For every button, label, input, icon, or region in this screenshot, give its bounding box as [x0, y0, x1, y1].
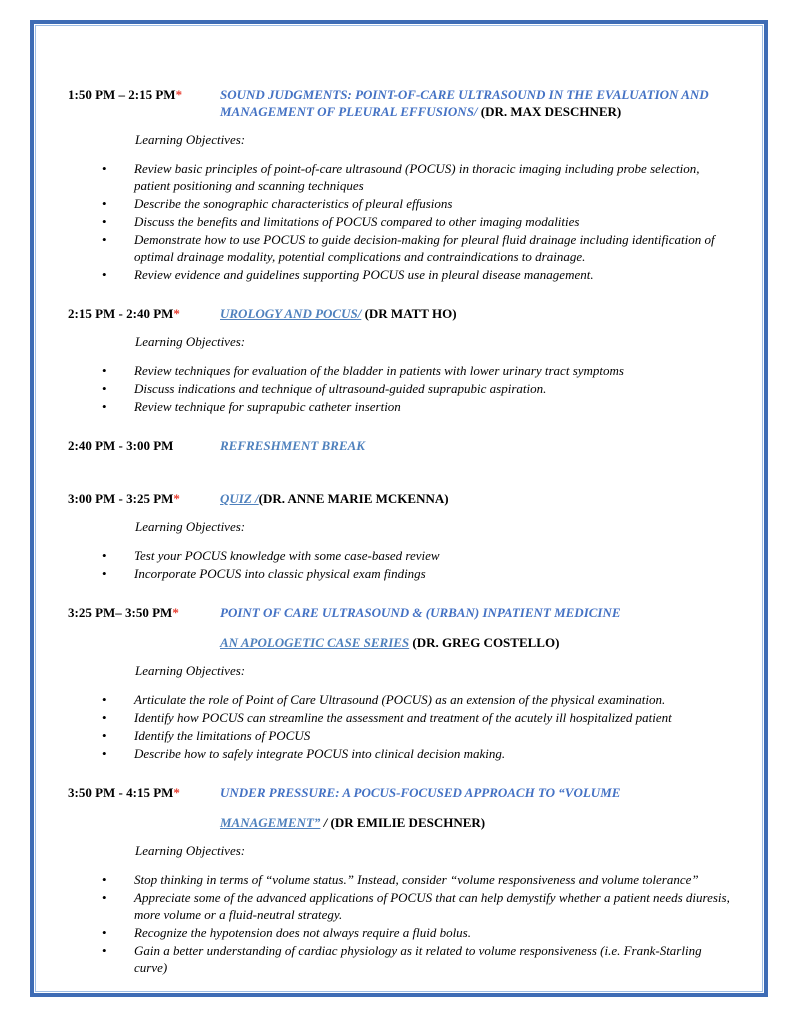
objective-item: • Test your POCUS knowledge with some case-based review [134, 547, 732, 564]
session-title-line2 [220, 634, 732, 651]
objective-item: • Review basic principles of point-of-care ultrasound (POCUS) in thoracic imaging including probe selection, patient positioning and scanning techniques [134, 160, 732, 194]
time-range: 3:25 PM– 3:50 PM [68, 605, 173, 620]
session-title [220, 604, 732, 651]
session-header [68, 784, 732, 831]
learning-objectives-label: Learning Objectives: [135, 663, 246, 678]
time-range: 3:00 PM - 3:25 PM [68, 491, 174, 506]
agenda-content [36, 26, 762, 976]
session-title [220, 86, 732, 120]
learning-objectives-label: Learning Objectives: [135, 843, 246, 858]
objective-item: • Describe how to safely integrate POCUS into clinical decision making. [134, 745, 732, 762]
objective-item: • Appreciate some of the advanced applications of POCUS that can help demystify whether a patient needs diuresis, more volume or a fluid-neutral strategy. [134, 889, 732, 923]
time-range: 3:50 PM - 4:15 PM [68, 785, 174, 800]
session-title-text: SOUND JUDGMENTS: POINT-OF-CARE ULTRASOUND IN THE EVALUATION AND MANAGEMENT OF PLEURAL EFFUSIONS/ [220, 87, 709, 119]
session-title-text: QUIZ / [220, 491, 259, 506]
time-range: 2:15 PM - 2:40 PM [68, 306, 174, 321]
session-point-of-care-inpatient [68, 604, 732, 762]
session-title-text: POINT OF CARE ULTRASOUND & (URBAN) INPATIENT MEDICINE [220, 605, 621, 620]
session-title [220, 784, 732, 831]
objectives-list [134, 871, 732, 976]
objective-item: • Discuss the benefits and limitations of POCUS compared to other imaging modalities [134, 213, 732, 230]
session-title-text: REFRESHMENT BREAK [220, 438, 365, 453]
session-speaker: (DR. GREG COSTELLO) [412, 635, 560, 650]
session-title-line1 [220, 604, 732, 621]
session-title [220, 437, 732, 454]
objective-item: • Incorporate POCUS into classic physical exam findings [134, 565, 732, 582]
session-title-line2 [220, 814, 732, 831]
objective-item: • Discuss indications and technique of ultrasound-guided suprapubic aspiration. [134, 380, 732, 397]
objective-item: • Demonstrate how to use POCUS to guide decision-making for pleural fluid drainage including identification of optimal drainage modality, potential complications and contraindications to drainage. [134, 231, 732, 265]
session-title [220, 305, 732, 322]
objective-item: • Articulate the role of Point of Care Ultrasound (POCUS) as an extension of the physical examination. [134, 691, 732, 708]
session-header [68, 305, 732, 322]
learning-objectives-label: Learning Objectives: [135, 334, 246, 349]
page-border-inner-line [35, 25, 763, 992]
required-asterisk: * [173, 306, 180, 321]
session-under-pressure [68, 784, 732, 976]
session-title-text: UNDER PRESSURE: A POCUS-FOCUSED APPROACH TO “VOLUME [220, 785, 621, 800]
objective-item: • Identify the limitations of POCUS [134, 727, 732, 744]
session-speaker: (DR. MAX DESCHNER) [480, 104, 622, 119]
required-asterisk: * [173, 785, 180, 800]
session-time [68, 305, 220, 322]
session-title-text: UROLOGY AND POCUS/ [220, 306, 362, 321]
objectives-list [134, 160, 732, 283]
session-time [68, 437, 220, 454]
objective-item: • Review technique for suprapubic catheter insertion [134, 398, 732, 415]
session-speaker: (DR MATT HO) [364, 306, 457, 321]
session-header [68, 86, 732, 120]
session-speaker: (DR EMILIE DESCHNER) [330, 815, 486, 830]
session-title [220, 490, 732, 507]
session-time [68, 784, 220, 801]
objective-item: • Identify how POCUS can streamline the assessment and treatment of the acutely ill hospitalized patient [134, 709, 732, 726]
required-asterisk: * [173, 491, 180, 506]
session-time [68, 86, 220, 103]
session-refreshment-break [68, 437, 732, 454]
session-header [68, 604, 732, 651]
objective-item: • Recognize the hypotension does not always require a fluid bolus. [134, 924, 732, 941]
session-speaker: (DR. ANNE MARIE MCKENNA) [258, 491, 449, 506]
session-time [68, 604, 220, 621]
page-border-frame [30, 20, 768, 997]
session-header [68, 490, 732, 507]
objective-item: • Describe the sonographic characteristics of pleural effusions [134, 195, 732, 212]
required-asterisk: * [175, 87, 183, 102]
required-asterisk: * [172, 605, 179, 620]
session-title-line1 [220, 784, 732, 801]
time-range: 1:50 PM – 2:15 PM [68, 87, 176, 102]
session-subtitle-text: AN APOLOGETIC CASE SERIES [220, 635, 410, 650]
objectives-list [134, 362, 732, 415]
session-time [68, 490, 220, 507]
learning-objectives-label: Learning Objectives: [135, 519, 246, 534]
session-urology-pocus [68, 305, 732, 415]
objective-item: • Stop thinking in terms of “volume status.” Instead, consider “volume responsiveness and volume tolerance” [134, 871, 732, 888]
session-subtitle-text: MANAGEMENT” [220, 815, 321, 830]
time-range: 2:40 PM - 3:00 PM [68, 438, 174, 453]
learning-objectives-label: Learning Objectives: [135, 132, 246, 147]
objective-item: • Review techniques for evaluation of the bladder in patients with lower urinary tract symptoms [134, 362, 732, 379]
session-quiz [68, 490, 732, 582]
title-speaker-separator: / [320, 815, 331, 830]
objectives-list [134, 691, 732, 762]
session-sound-judgments [68, 86, 732, 283]
objectives-list [134, 547, 732, 582]
objective-item: • Gain a better understanding of cardiac physiology as it related to volume responsiveness (i.e. Frank-Starling curve) [134, 942, 732, 976]
session-header [68, 437, 732, 454]
objective-item: • Review evidence and guidelines supporting POCUS use in pleural disease management. [134, 266, 732, 283]
